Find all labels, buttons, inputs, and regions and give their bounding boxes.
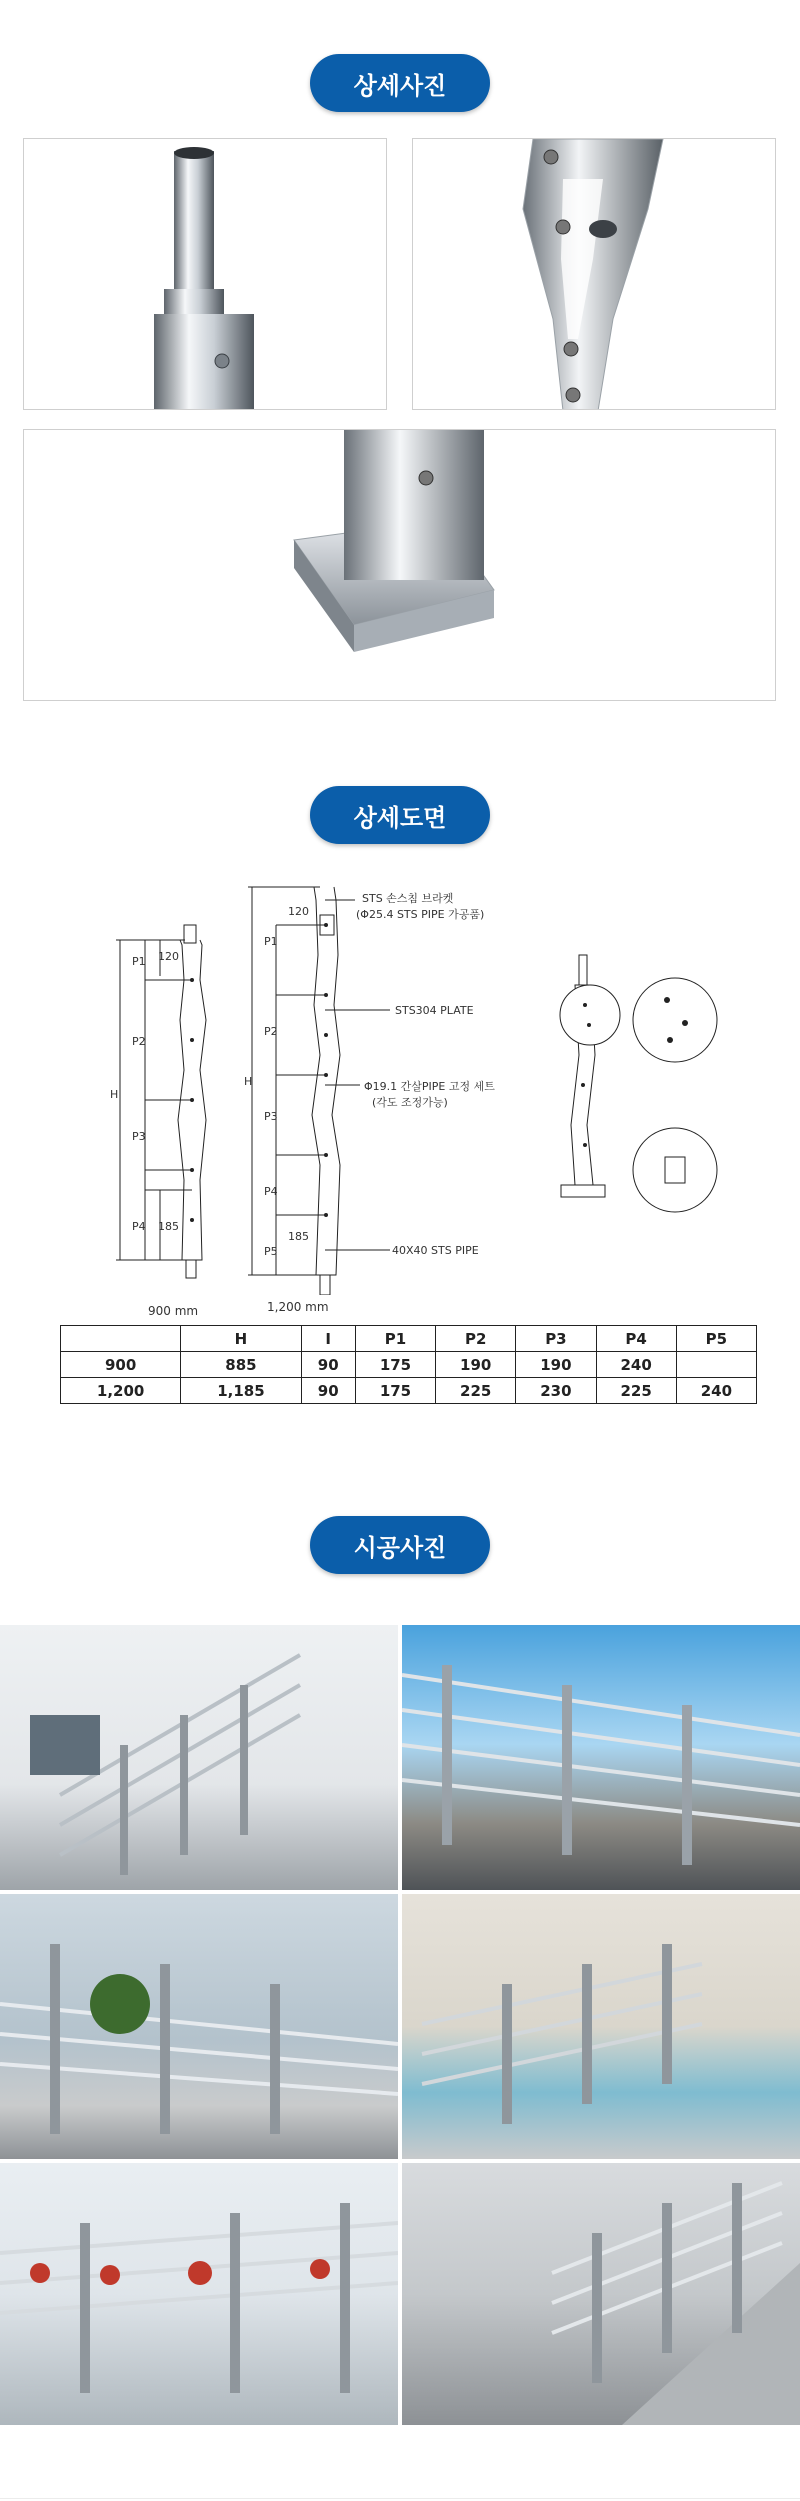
- spec-cell: 1,200: [61, 1378, 181, 1404]
- footer-divider: [0, 2498, 800, 2499]
- spec-header: P5: [676, 1326, 756, 1352]
- spec-header: [61, 1326, 181, 1352]
- install-photo-1: [0, 1625, 398, 1890]
- spec-header: P1: [355, 1326, 435, 1352]
- dim-p1-label: P1: [132, 955, 146, 968]
- spec-header: H: [181, 1326, 301, 1352]
- spec-cell: 240: [676, 1378, 756, 1404]
- spec-cell: 230: [516, 1378, 596, 1404]
- label-post-pipe: 40X40 STS PIPE: [392, 1244, 479, 1257]
- spec-cell: 1,185: [181, 1378, 301, 1404]
- label-bracket: STS 손스침 브라켓: [362, 892, 454, 905]
- dim-120-label: 120: [288, 905, 309, 918]
- drawing-1200-caption: 1,200 mm: [267, 1300, 329, 1314]
- dim-p2-label: P2: [132, 1035, 146, 1048]
- label-fixing-set: Φ19.1 간살PIPE 고정 세트: [364, 1080, 495, 1093]
- install-photo-5: [0, 2163, 398, 2425]
- dim-p3-label: P3: [264, 1110, 278, 1123]
- dim-p4-label: P4: [132, 1220, 146, 1233]
- spec-table: [60, 1325, 757, 1404]
- section-title-install-photos: [310, 1516, 490, 1574]
- spec-cell: 900: [61, 1352, 181, 1378]
- spec-header: P3: [516, 1326, 596, 1352]
- dim-p1-label: P1: [264, 935, 278, 948]
- spec-cell: [676, 1352, 756, 1378]
- spec-cell: 885: [181, 1352, 301, 1378]
- section-title-detail-drawing: [310, 786, 490, 844]
- install-photo-grid: [0, 1625, 800, 2425]
- section-title-label: 상세사진: [353, 71, 447, 100]
- install-photo-2: [402, 1625, 800, 1890]
- table-row: [61, 1352, 757, 1378]
- label-angle-adjust: (각도 조정가능): [372, 1096, 448, 1109]
- dim-p5-label: P5: [264, 1245, 278, 1258]
- spec-table-header-row: [61, 1326, 757, 1352]
- dim-185-label: 185: [288, 1230, 309, 1243]
- drawing-900: [100, 920, 220, 1300]
- spec-cell: 190: [436, 1352, 516, 1378]
- dim-p2-label: P2: [264, 1025, 278, 1038]
- dim-h-label: H: [110, 1088, 119, 1101]
- spec-header: P2: [436, 1326, 516, 1352]
- spec-cell: 175: [355, 1378, 435, 1404]
- spec-cell: 190: [516, 1352, 596, 1378]
- dim-185-label: 185: [158, 1220, 179, 1233]
- install-photo-6: [402, 2163, 800, 2425]
- drawing-callout-lines: [320, 880, 400, 1260]
- drawing-900-post: [100, 920, 220, 1300]
- install-photo-3: [0, 1894, 398, 2159]
- spec-cell: 90: [301, 1352, 355, 1378]
- label-plate: STS304 PLATE: [395, 1004, 474, 1017]
- label-bracket-pipe: (Φ25.4 STS PIPE 가공품): [356, 908, 485, 921]
- spec-cell: 240: [596, 1352, 676, 1378]
- spec-header: I: [301, 1326, 355, 1352]
- dim-120-label: 120: [158, 950, 179, 963]
- section-title-label: 시공사진: [353, 1533, 447, 1562]
- drawing-900-caption: 900 mm: [148, 1304, 199, 1318]
- spec-cell: 175: [355, 1352, 435, 1378]
- spec-header: P4: [596, 1326, 676, 1352]
- detail-photo-base-plate: [23, 429, 776, 701]
- drawing-3d-detail: [545, 945, 765, 1245]
- spec-cell: 225: [596, 1378, 676, 1404]
- dim-h-label: H: [244, 1075, 253, 1088]
- detail-photo-post-top: [23, 138, 387, 410]
- install-photo-4: [402, 1894, 800, 2159]
- dim-p4-label: P4: [264, 1185, 278, 1198]
- spec-cell: 90: [301, 1378, 355, 1404]
- table-row: [61, 1378, 757, 1404]
- spec-cell: 225: [436, 1378, 516, 1404]
- dim-p3-label: P3: [132, 1130, 146, 1143]
- section-title-label: 상세도면: [353, 803, 447, 832]
- detail-photo-plate: [412, 138, 776, 410]
- section-title-detail-photos: [310, 54, 490, 112]
